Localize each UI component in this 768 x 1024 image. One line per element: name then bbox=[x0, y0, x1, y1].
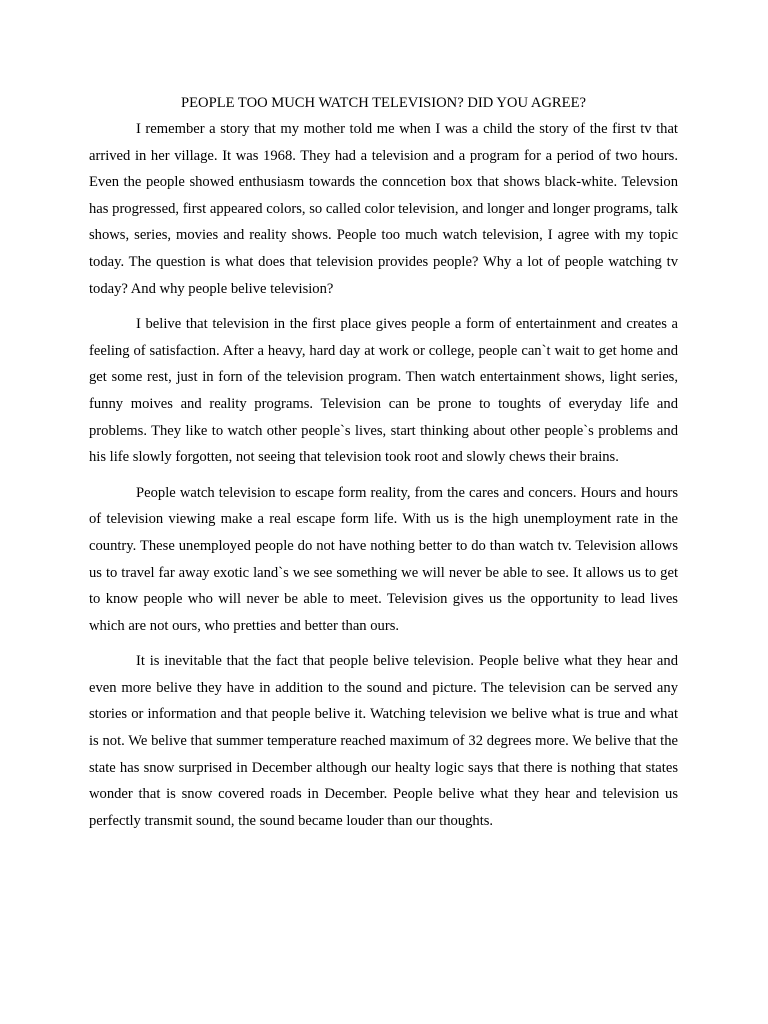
paragraph-1: I remember a story that my mother told me when I was a child the story of the first tv that arrived in her village. It was 1968. They had a television and a program for a period of two hours. Even the people showed enthusiasm towards the conncetion box that shows black-white. Televsion has progressed, first appeared colors, so called color television, and longer and longer programs, talk shows, series, movies and reality shows. People too much watch television, I agree with my topic today. The question is what does that television provides people? Why a lot of people watching tv today? And why people belive television? bbox=[89, 121, 678, 297]
document-page bbox=[89, 93, 678, 834]
paragraph-4: It is inevitable that the fact that people belive television. People belive what they hear and even more belive they have in addition to the sound and picture. The television can be served any stories or information and that people belive it. Watching television we belive what is true and what is not. We belive that summer temperature reached maximum of 32 degrees more. We belive that the state has snow surprised in December although our healty logic says that there is nothing that states wonder that is snow covered roads in December. People belive what they hear and television us perfectly transmit sound, the sound became louder than our thoughts. bbox=[89, 653, 678, 829]
paragraph-2: I belive that television in the first place gives people a form of entertainment and creates a feeling of satisfaction. After a heavy, hard day at work or college, people can`t wait to get home and get some rest, just in forn of the television program. Then watch entertainment shows, light series, funny moives and reality programs. Television can be prone to toughts of everyday life and problems. They like to watch other people`s lives, start thinking about other people`s problems and his life slowly forgotten, not seeing that television took root and slowly chews their brains. bbox=[89, 316, 678, 466]
document-title: PEOPLE TOO MUCH WATCH TELEVISION? DID YOU AGREE? bbox=[181, 95, 586, 111]
paragraph-3: People watch television to escape form reality, from the cares and concers. Hours and hours of television viewing make a real escape form life. With us is the high unemployment rate in the country. These unemployed people do not have nothing better to do than watch tv. Television allows us to travel far away exotic land`s we see something we will never be able to see. It allows us to get to know people who will never be able to meet. Television gives us the opportunity to lead lives which are not ours, who pretties and better than ours. bbox=[89, 484, 678, 634]
